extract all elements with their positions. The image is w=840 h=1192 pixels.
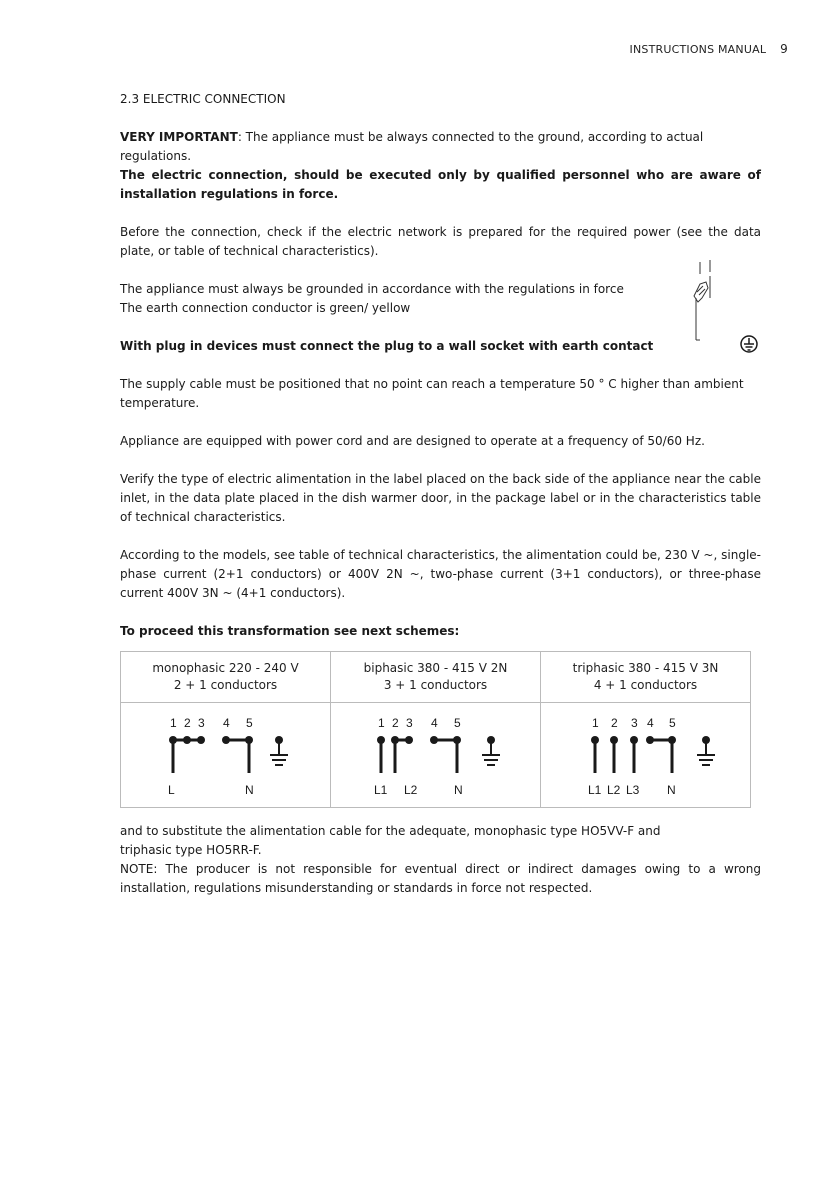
wiring-schemes-table <box>120 651 751 808</box>
terminal-number: 5 <box>669 716 676 730</box>
terminal-dots <box>377 736 495 744</box>
footer-notes <box>120 822 761 898</box>
scheme-header-bi <box>331 652 541 703</box>
terminal-number: 5 <box>246 716 253 730</box>
terminal-number: 2 <box>392 716 399 730</box>
conductor-wires <box>173 740 249 773</box>
triphasic-wiring-diagram <box>541 703 750 807</box>
ground-icon <box>697 740 715 765</box>
line-label: N <box>454 783 463 797</box>
scheme-diagram-bi <box>331 703 541 808</box>
line-label: L1 <box>374 783 388 797</box>
biphasic-wiring-diagram <box>331 703 540 807</box>
terminal-number: 3 <box>631 716 638 730</box>
scheme-subtitle: 3 + 1 conductors <box>383 678 488 692</box>
terminal-number: 3 <box>406 716 413 730</box>
scheme-header-tri <box>541 652 751 703</box>
grounded-paragraph: The appliance must always be grounded in accordance with the regulations in force <box>120 282 624 296</box>
terminal-dots <box>591 736 710 744</box>
ground-icon <box>482 740 500 765</box>
scheme-header-mono <box>121 652 331 703</box>
qualified-personnel-warning: The electric connection, should be executed only by qualified personnel who are aware of installation regulations in force. <box>120 168 761 201</box>
terminal-number: 2 <box>184 716 191 730</box>
scheme-title: monophasic 220 - 240 V <box>152 661 299 675</box>
supply-cable-paragraph: The supply cable must be positioned that no point can reach a temperature 50 ° C higher than ambient temperature. <box>120 377 744 410</box>
line-label: L3 <box>626 783 640 797</box>
terminal-number: 3 <box>198 716 205 730</box>
scheme-subtitle: 2 + 1 conductors <box>173 678 278 692</box>
line-label: N <box>245 783 254 797</box>
terminal-dots <box>169 736 283 744</box>
ground-icon <box>741 336 757 352</box>
earth-plug-icon <box>688 258 764 356</box>
proceed-paragraph: To proceed this transformation see next schemes: <box>120 624 460 638</box>
according-paragraph: According to the models, see table of technical characteristics, the alimentation could be, 230 V ~, single-phase current (2+1 conductors) or 400V 2N ~, two-phase current (3+1 conductors), or three-phase current 400V 3N ~ (4+1 conductors). <box>120 548 761 600</box>
terminal-number: 2 <box>611 716 618 730</box>
conductor-wires <box>381 740 457 773</box>
page-header <box>630 42 788 56</box>
terminal-number: 4 <box>647 716 654 730</box>
verify-paragraph: Verify the type of electric alimentation in the label placed on the back side of the appliance near the cable inlet, in the data plate placed in the dish warmer door, in the package label or in the characteristics table of technical characteristics. <box>120 472 761 524</box>
substitute-paragraph: and to substitute the alimentation cable for the adequate, monophasic type HO5VV-F and <box>120 824 661 838</box>
plug-devices-paragraph: With plug in devices must connect the plug to a wall socket with earth contact <box>120 339 654 353</box>
power-cord-paragraph: Appliance are equipped with power cord and are designed to operate at a frequency of 50/60 Hz. <box>120 434 705 448</box>
line-label: L1 <box>588 783 602 797</box>
section-title: 2.3 ELECTRIC CONNECTION <box>120 92 286 106</box>
important-label: VERY IMPORTANT <box>120 130 238 144</box>
line-label: L <box>168 783 175 797</box>
page-number: 9 <box>780 42 788 56</box>
schemes-diagram-row <box>121 703 751 808</box>
triphasic-type-paragraph: triphasic type HO5RR-F. <box>120 843 262 857</box>
important-text: : The appliance must be always connected to the ground, according to actual regulations. <box>120 130 704 163</box>
monophasic-wiring-diagram <box>121 703 330 807</box>
line-label: N <box>667 783 676 797</box>
earth-conductor-paragraph: The earth connection conductor is green/ yellow <box>120 301 411 315</box>
document-body <box>120 90 761 898</box>
check-power-paragraph: Before the connection, check if the electric network is prepared for the required power (see the data plate, or table of technical characteristics). <box>120 225 761 258</box>
terminal-number: 4 <box>223 716 230 730</box>
terminal-number: 1 <box>592 716 599 730</box>
ground-icon <box>270 740 288 765</box>
note-paragraph: NOTE: The producer is not responsible for eventual direct or indirect damages owing to a wrong installation, regulations misunderstanding or standards in force not respected. <box>120 862 761 895</box>
schemes-header-row <box>121 652 751 703</box>
conductor-wires <box>595 740 672 773</box>
scheme-diagram-tri <box>541 703 751 808</box>
line-label: L2 <box>404 783 418 797</box>
scheme-diagram-mono <box>121 703 331 808</box>
scheme-title: triphasic 380 - 415 V 3N <box>572 661 719 675</box>
terminal-number: 4 <box>431 716 438 730</box>
terminal-number: 1 <box>378 716 385 730</box>
important-paragraph <box>120 128 761 166</box>
line-label: L2 <box>607 783 621 797</box>
scheme-title: biphasic 380 - 415 V 2N <box>363 661 508 675</box>
terminal-number: 5 <box>454 716 461 730</box>
scheme-subtitle: 4 + 1 conductors <box>593 678 698 692</box>
earth-terminal-illustration <box>688 258 764 356</box>
terminal-number: 1 <box>170 716 177 730</box>
manual-title: INSTRUCTIONS MANUAL <box>629 43 767 56</box>
